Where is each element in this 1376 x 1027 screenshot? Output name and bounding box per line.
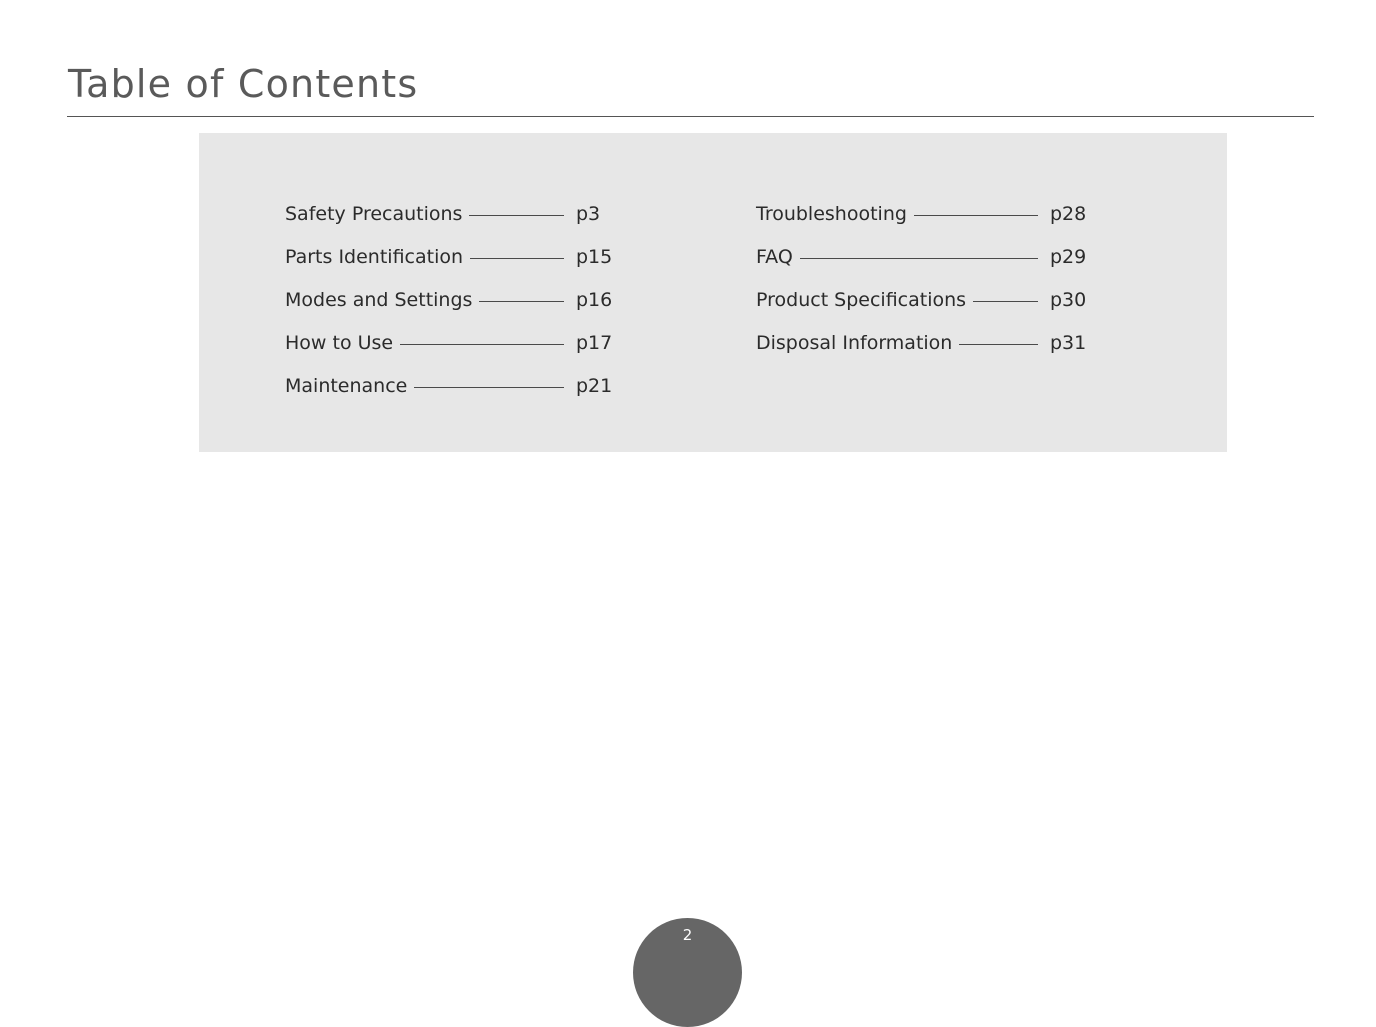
toc-entry-safety-precautions[interactable] bbox=[285, 192, 610, 235]
toc-leader-line bbox=[959, 344, 1038, 345]
toc-entry-label: FAQ bbox=[756, 245, 793, 268]
toc-leader-line bbox=[973, 301, 1038, 302]
toc-entry-disposal-information[interactable] bbox=[756, 321, 1087, 364]
toc-entry-label: Modes and Settings bbox=[285, 288, 473, 311]
toc-leader-line bbox=[414, 387, 564, 388]
toc-panel bbox=[199, 133, 1227, 452]
toc-entry-modes-and-settings[interactable] bbox=[285, 278, 613, 321]
toc-entry-label: Troubleshooting bbox=[756, 202, 907, 225]
toc-entry-page: p21 bbox=[576, 374, 613, 397]
toc-entry-how-to-use[interactable] bbox=[285, 321, 613, 364]
toc-entry-page: p28 bbox=[1050, 202, 1087, 225]
toc-entry-label: Maintenance bbox=[285, 374, 408, 397]
toc-entry-page: p17 bbox=[576, 331, 613, 354]
toc-leader-line bbox=[800, 258, 1038, 259]
toc-entry-page: p16 bbox=[576, 288, 613, 311]
toc-column-right bbox=[756, 192, 1087, 364]
toc-entry-page: p30 bbox=[1050, 288, 1087, 311]
page-title: Table of Contents bbox=[68, 62, 419, 106]
toc-entry-product-specifications[interactable] bbox=[756, 278, 1087, 321]
toc-entry-label: Product Specifications bbox=[756, 288, 967, 311]
toc-entry-faq[interactable] bbox=[756, 235, 1087, 278]
toc-entry-page: p31 bbox=[1050, 331, 1087, 354]
toc-entry-page: p15 bbox=[576, 245, 613, 268]
toc-entry-troubleshooting[interactable] bbox=[756, 192, 1087, 235]
toc-leader-line bbox=[914, 215, 1038, 216]
page-number: 2 bbox=[682, 926, 693, 944]
toc-entry-page: p3 bbox=[576, 202, 601, 225]
toc-leader-line bbox=[400, 344, 564, 345]
toc-entry-maintenance[interactable] bbox=[285, 364, 613, 407]
toc-entry-label: How to Use bbox=[285, 331, 394, 354]
toc-entry-parts-identification[interactable] bbox=[285, 235, 613, 278]
toc-leader-line bbox=[470, 258, 564, 259]
toc-leader-line bbox=[469, 215, 564, 216]
toc-leader-line bbox=[479, 301, 564, 302]
toc-entry-label: Safety Precautions bbox=[285, 202, 463, 225]
toc-entry-page: p29 bbox=[1050, 245, 1087, 268]
title-divider bbox=[67, 116, 1314, 117]
toc-column-left bbox=[285, 192, 613, 407]
toc-entry-label: Parts Identification bbox=[285, 245, 464, 268]
toc-entry-label: Disposal Information bbox=[756, 331, 953, 354]
